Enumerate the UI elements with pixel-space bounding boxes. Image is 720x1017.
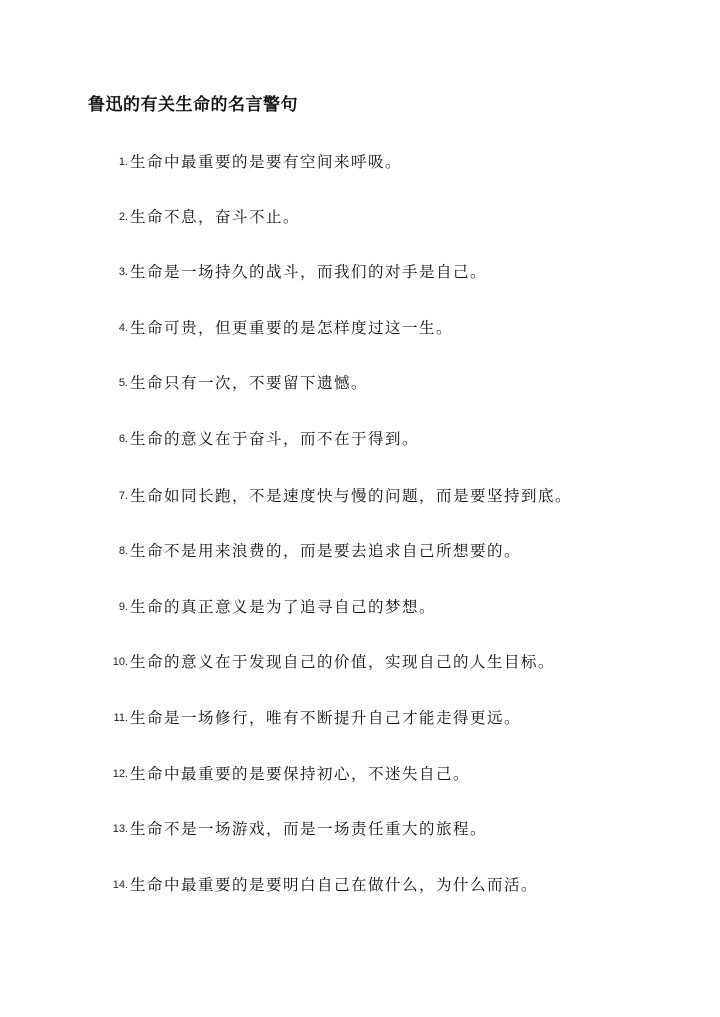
quote-text: 生命不息，奋斗不止。	[130, 208, 301, 226]
quote-number: 12.	[112, 768, 128, 780]
quote-text: 生命如同长跑，不是速度快与慢的问题，而是要坚持到底。	[130, 487, 573, 505]
quote-text: 生命只有一次，不要留下遗憾。	[130, 374, 369, 392]
quote-item	[0, 150, 720, 174]
quote-number: 2.	[118, 211, 128, 223]
quote-item	[0, 595, 720, 619]
quote-text: 生命中最重要的是要保持初心，不迷失自己。	[130, 765, 471, 783]
quote-item	[0, 260, 720, 284]
quote-item	[0, 427, 720, 451]
quote-text: 生命不是一场游戏，而是一场责任重大的旅程。	[130, 820, 488, 838]
quote-item	[0, 539, 720, 563]
quote-text: 生命可贵，但更重要的是怎样度过这一生。	[130, 319, 454, 337]
quote-item	[0, 316, 720, 340]
quote-number: 3.	[118, 266, 128, 278]
quote-number: 1.	[118, 156, 128, 168]
quote-item	[0, 873, 720, 897]
quote-item	[0, 205, 720, 229]
quote-item	[0, 650, 720, 674]
quote-text: 生命是一场修行，唯有不断提升自己才能走得更远。	[130, 709, 522, 727]
quote-number: 4.	[118, 322, 128, 334]
quote-item	[0, 706, 720, 730]
quote-item	[0, 371, 720, 395]
quote-item	[0, 484, 720, 508]
quote-number: 6.	[118, 433, 128, 445]
quote-number: 11.	[113, 712, 128, 724]
quote-number: 10.	[112, 656, 128, 668]
quote-number: 5.	[118, 377, 128, 389]
quote-text: 生命中最重要的是要有空间来呼吸。	[130, 153, 403, 171]
quote-text: 生命的真正意义是为了追寻自己的梦想。	[130, 598, 437, 616]
quote-text: 生命是一场持久的战斗，而我们的对手是自己。	[130, 263, 488, 281]
quote-number: 7.	[118, 490, 128, 502]
document-title: 鲁迅的有关生命的名言警句	[88, 95, 298, 115]
quote-text: 生命的意义在于奋斗，而不在于得到。	[130, 430, 420, 448]
quote-item	[0, 817, 720, 841]
quote-number: 13.	[112, 823, 128, 835]
quote-number: 9.	[118, 601, 128, 613]
quote-number: 8.	[118, 545, 128, 557]
quote-item	[0, 762, 720, 786]
quote-text: 生命中最重要的是要明白自己在做什么，为什么而活。	[130, 876, 539, 894]
quote-text: 生命的意义在于发现自己的价值，实现自己的人生目标。	[130, 653, 556, 671]
quote-number: 14.	[112, 879, 128, 891]
quote-text: 生命不是用来浪费的，而是要去追求自己所想要的。	[130, 542, 522, 560]
